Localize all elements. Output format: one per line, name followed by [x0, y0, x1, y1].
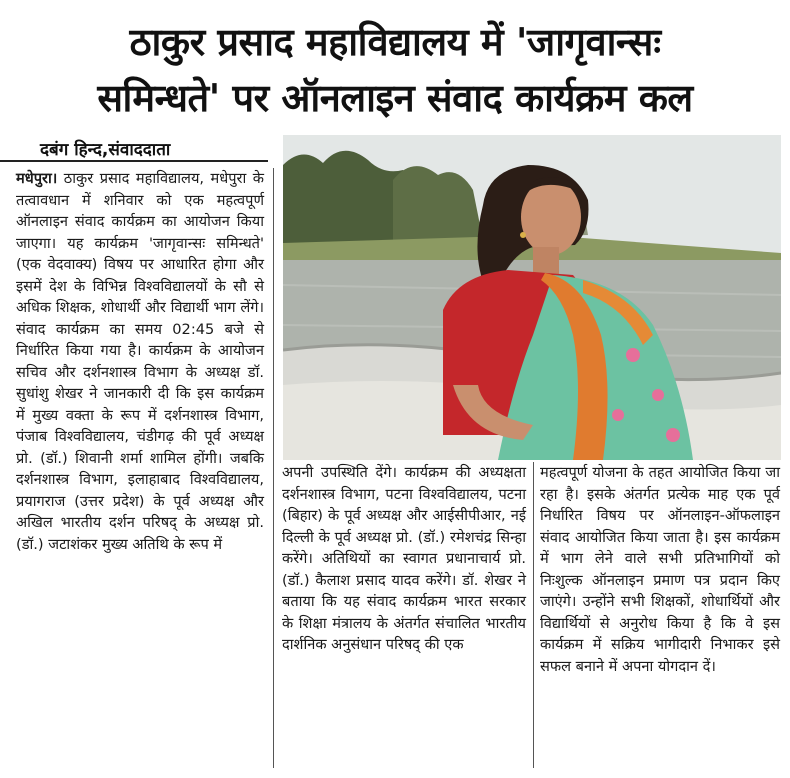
column-divider-2	[533, 462, 534, 768]
byline: दबंग हिन्द,संवाददाता	[40, 140, 171, 160]
article-column-3	[540, 462, 780, 677]
column-3-text: महत्वपूर्ण योजना के तहत आयोजित किया जा रहा है। इसके अंतर्गत प्रत्येक माह एक पूर्व निर्धारित विषय पर ऑनलाइन-ऑफलाइन संवाद आयोजित किया जाता है। इस कार्यक्रम में भाग लेने वाले सभी प्रतिभागियों को निःशुल्क ऑनलाइन प्रमाण पत्र प्रदान किए जाएंगे। उन्होंने सभी शिक्षकों, शोधार्थियों और विद्यार्थियों से अनुरोध किया है कि वे इस कार्यक्रम में सक्रिय भागीदारी निभाकर इसे सफल बनाने में अपना योगदान दें।	[540, 464, 780, 675]
dateline: मधेपुरा।	[16, 170, 58, 187]
photo-illustration	[283, 135, 781, 460]
article-column-2	[282, 462, 526, 656]
column-1-text: ठाकुर प्रसाद महाविद्यालय, मधेपुरा के तत्वावधान में शनिवार को एक महत्वपूर्ण ऑनलाइन संवाद कार्यक्रम का आयोजन किया जाएगा। यह कार्यक्रम 'जागृवान्सः समिन्धते' (एक वेदवाक्य) विषय पर आधारित होगा और इसमें देश के विभिन्न विश्वविद्यालयों के सौ से अधिक शिक्षक, शोधार्थी और विद्यार्थी भाग लेंगे। संवाद कार्यक्रम का समय 02:45 बजे से निर्धारित किया गया है। कार्यक्रम के आयोजन सचिव और दर्शनशास्त्र विभाग के अध्यक्ष डॉ. सुधांशु शेखर ने जानकारी दी कि इस कार्यक्रम में मुख्य वक्ता के रूप में दर्शनशास्त्र विभाग, पंजाब विश्वविद्यालय, चंडीगढ़ की पूर्व अध्यक्ष प्रो. (डॉ.) शिवानी शर्मा शामिल होंगी। जबकि दर्शनशास्त्र विभाग, इलाहाबाद विश्वविद्यालय, प्रयागराज (उत्तर प्रदेश) के पूर्व अध्यक्ष और अखिल भारतीय दर्शन परिषद् के अध्यक्ष प्रो. (डॉ.) जटाशंकर मुख्य अतिथि के रूप में	[16, 170, 264, 553]
byline-rule	[0, 160, 268, 162]
headline	[0, 14, 790, 126]
column-divider-1	[273, 168, 274, 768]
headline-line-2: समिन्धते' पर ऑनलाइन संवाद कार्यक्रम कल	[97, 76, 693, 120]
headline-line-1: ठाकुर प्रसाद महाविद्यालय में 'जागृवान्सः	[129, 20, 661, 64]
article-photo	[283, 135, 781, 460]
article-column-1	[16, 168, 264, 555]
column-2-text: अपनी उपस्थिति देंगे। कार्यक्रम की अध्यक्षता दर्शनशास्त्र विभाग, पटना विश्वविद्यालय, पटना (बिहार) के पूर्व अध्यक्ष और आईसीपीआर, नई दिल्ली के पूर्व अध्यक्ष प्रो. (डॉ.) रमेशचंद्र सिन्हा करेंगे। अतिथियों का स्वागत प्रधानाचार्य प्रो. (डॉ.) कैलाश प्रसाद यादव करेंगे। डॉ. शेखर ने बताया कि यह संवाद कार्यक्रम भारत सरकार के शिक्षा मंत्रालय के अंतर्गत संचालित भारतीय दार्शनिक अनुसंधान परिषद् की एक	[282, 464, 526, 653]
